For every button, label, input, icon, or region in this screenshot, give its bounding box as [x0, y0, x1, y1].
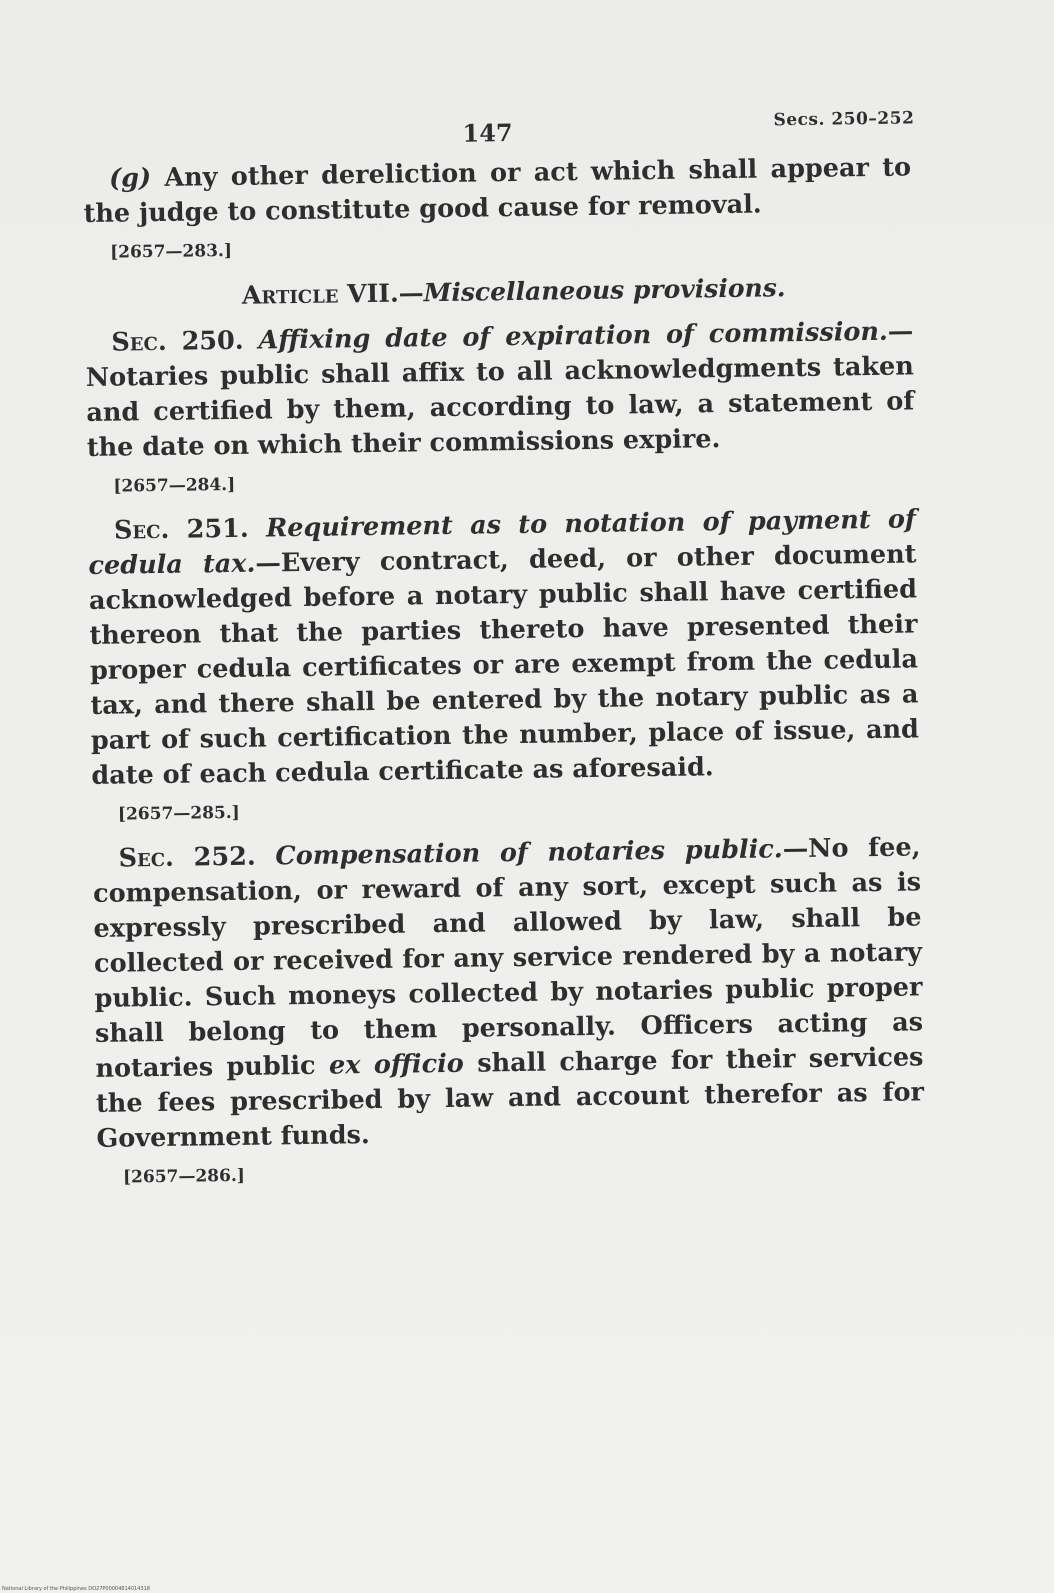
paragraph-label: (g)	[108, 163, 152, 194]
section-number: 251.	[169, 513, 267, 545]
citation-283: [2657—283.]	[109, 240, 233, 263]
article-title: Miscellaneous provisions.	[423, 273, 786, 308]
citation-284: [2657—284.]	[113, 474, 236, 497]
section-text: — Notaries public shall affix to all acknowledgments taken and certified by them, according to law, a statement of the date on which their commissions expire.	[85, 316, 915, 463]
page-text-block	[82, 88, 925, 1204]
article-number: VII.—	[338, 278, 424, 309]
section-250	[85, 314, 915, 466]
section-heading: Compensation of notaries public.	[275, 834, 783, 872]
section-heading: Requirement as to notation of payment of cedula tax.	[88, 504, 917, 581]
paragraph-text: Any other dereliction or act which shall appear to the judge to constitute good cause for removal.	[83, 152, 912, 229]
article-heading	[115, 268, 913, 315]
section-label: Sec.	[118, 842, 175, 874]
page-number: 147	[462, 117, 513, 148]
section-label: Sec.	[113, 514, 170, 546]
section-text-continued: shall charge for their services the fees prescribed by law and account therefor as for Government funds.	[95, 1042, 925, 1154]
article-prefix: Article	[241, 279, 339, 310]
latin-term: ex officio	[328, 1048, 465, 1081]
section-text: —No fee, compensation, or reward of any sort, except such as is expressly prescribed and allowed by law, shall be collected or received for any service rendered by a notary public. Such moneys collected by notaries public proper shall belong to them personally. Officers acting as notaries public	[92, 832, 924, 1084]
section-number: 252.	[173, 841, 276, 873]
running-head: Secs. 250–252	[773, 108, 915, 131]
section-252	[92, 830, 924, 1157]
scan-footer: National Library of the Philippines DO27P00004814014318	[2, 1586, 150, 1592]
citation-286: [2657—286.]	[122, 1165, 245, 1188]
section-label: Sec.	[111, 326, 167, 358]
section-text: —Every contract, deed, or other document acknowledged before a notary public shall have certified thereon that the parties thereto have presented their proper cedula certificates or are exempt from the cedula tax, and there shall be entered by the notary public as a part of such certification the number, place of issue, and date of each cedula certificate as aforesaid.	[88, 539, 920, 791]
paragraph-g	[83, 150, 912, 232]
section-heading: Affixing date of expiration of commission.	[258, 316, 889, 356]
section-251	[88, 502, 920, 794]
citation-285: [2657—285.]	[117, 802, 240, 825]
page-header	[82, 88, 915, 162]
section-number: 250.	[166, 325, 259, 357]
